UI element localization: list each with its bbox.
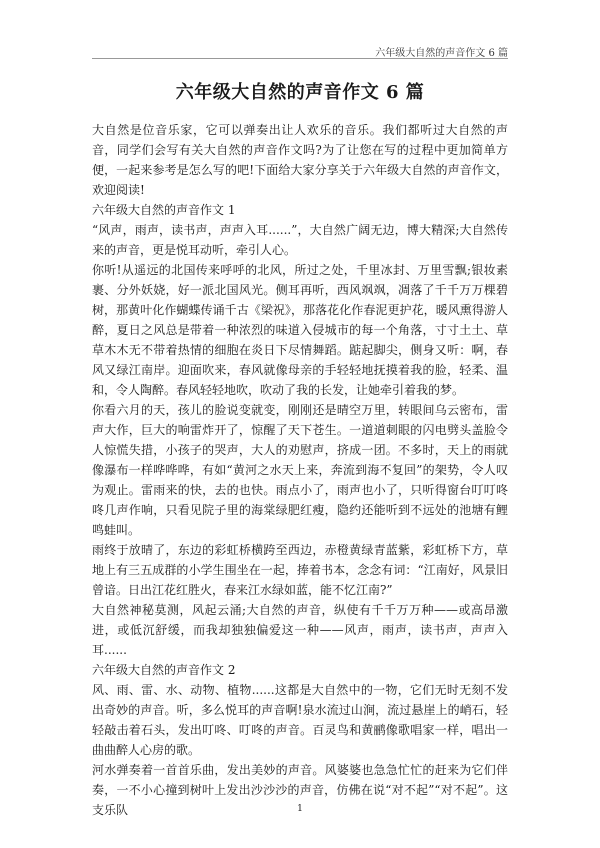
essay-1-heading: 六年级大自然的声音作文 1 [92, 203, 236, 217]
running-header: 六年级大自然的声音作文 6 篇 [375, 48, 508, 59]
header-divider [92, 58, 508, 59]
essay-1-paragraph: 雨终于放晴了，东边的彩虹桥横跨至西边，赤橙黄绿青蓝紫，彩虹桥下方，草地上有三五成群的小学生围坐在一起，捧着书本，念念有词：“江南好，风景旧曾谙。日出江花红胜火，春来江水绿如蓝，能不忆江南?” [92, 543, 508, 597]
essay-2-paragraph: 风、雨、雷、水、动物、植物......这都是大自然中的一物，它们无时无刻不发出奇妙的声音。听，多么悦耳的声音啊!泉水流过山涧，流过悬崖上的峭石，轻轻敲击着石头，发出叮咚、叮咚的声音。百灵鸟和黄鹂像歌唱家一样，唱出一曲曲醉人心房的歌。 [92, 683, 508, 757]
page-number: 1 [297, 804, 303, 814]
essay-1-paragraph: 你听!从遥远的北国传来呼呼的北风，所过之处，千里冰封、万里雪飘;银妆素裹、分外妖娆，好一派北国风光。侧耳再听，西风飒飒，凋落了千千万万棵碧树，那黄叶化作蝴蝶传诵千古《梁祝》，那落花化作春泥更护花，暖风熏得游人醉，夏日之风总是带着一种浓烈的味道入侵城市的每一个角落，寸寸土土、草草木木无不带着热情的细胞在炎日下尽情舞蹈。踮起脚尖，侧身又听：啊，春风又绿江南岸。迎面吹来，春风就像母亲的手轻轻地抚摸着我的脸，轻柔、温和，令人陶醉。春风轻轻地吹，吹动了我的长发，让她牵引着我的梦。 [92, 263, 508, 397]
document-body [92, 120, 508, 820]
essay-2-paragraph: 河水弹奏着一首首乐曲，发出美妙的声音。风婆婆也急急忙忙的赶来为它们伴奏，一不小心撞到树叶上发出沙沙沙的声音，仿佛在说“对不起”“对不起”。这支乐队 [92, 763, 508, 817]
intro-paragraph: 大自然是位音乐家，它可以弹奏出让人欢乐的音乐。我们都听过大自然的声音，同学们会写有关大自然的声音作文吗?为了让您在写的过程中更加简单方便，一起来参考是怎么写的吧!下面给大家分享关于六年级大自然的声音作文，欢迎阅读! [92, 123, 508, 197]
essay-1-paragraph: “风声，雨声，读书声，声声入耳......”，大自然广阔无边，博大精深;大自然传来的声音，更是悦耳动听，牵引人心。 [92, 223, 508, 257]
document-title: 六年级大自然的声音作文 6 篇 [175, 82, 425, 103]
essay-1-paragraph: 大自然神秘莫测，风起云涌;大自然的声音，纵使有千千万万种——或高昂激进，或低沉舒缓，而我却独独偏爱这一种——风声，雨声，读书声，声声入耳...... [92, 603, 508, 657]
essay-2-heading: 六年级大自然的声音作文 2 [92, 663, 236, 677]
essay-1-paragraph: 你看六月的天，孩儿的脸说变就变，刚刚还是晴空万里，转眼间乌云密布，雷声大作，巨大的响雷炸开了，惊醒了天下苍生。一道道刺眼的闪电劈头盖脸令人惊慌失措，小孩子的哭声，大人的劝慰声，挤成一团。不多时，天上的雨就像瀑布一样哗哗哗，有如“黄河之水天上来，奔流到海不复回”的架势，令人叹为观止。雷雨来的快，去的也快。雨点小了，雨声也小了，只听得窗台叮叮咚咚几声作响，只看见院子里的海棠绿肥红瘦，隐约还能听到不远处的池塘有鲤鸣蛙叫。 [92, 403, 508, 537]
